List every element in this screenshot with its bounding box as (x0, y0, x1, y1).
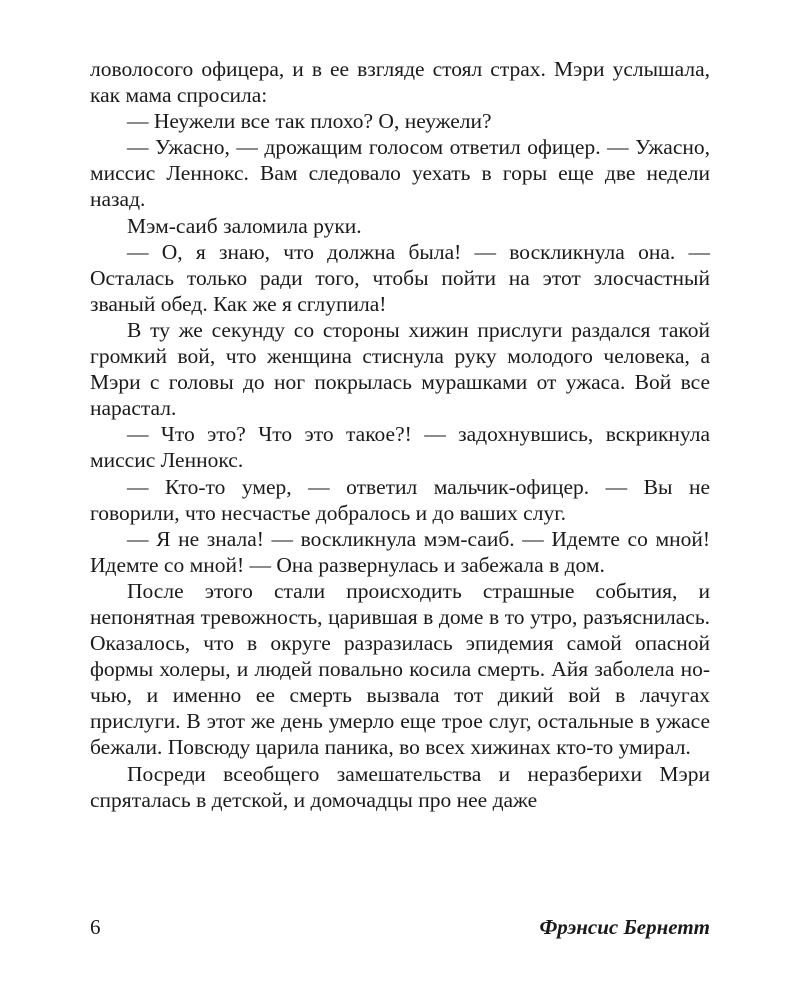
paragraph-continued: ловолосого офицера, и в ее взгляде стоял страх. Мэри услышала, как мама спросила: (90, 57, 710, 108)
paragraph-exclaim: — О, я знаю, что должна была! — воскликнула она. — Осталась только ради того, чтобы пойти на этот злосчастный званый обед. Как же я сглупила! (90, 239, 710, 316)
paragraph-howl: В ту же секунду со стороны хижин прислуги раздался такой громкий вой, что женщина стиснула руку молодого человека, а Мэри с головы до ног покрылась мурашками от ужаса. Вой все нарастал. (90, 317, 710, 421)
paragraph-did-not-know: — Я не знала! — воскликнула мэм-саиб. — Идемте со мной! Идемте со мной! — Она развернулась и забежала в дом. (90, 526, 710, 577)
paragraph-dialogue-question: — Неужели все так плохо? О, неужели? (127, 109, 492, 134)
running-author: Фрэнсис Бернетт (539, 915, 710, 939)
paragraph-officer-reply: — Ужасно, — дрожащим голосом ответил офицер. — Ужасно, миссис Леннокс. Вам следовало уехать в горы еще две недели назад. (90, 135, 710, 212)
paragraph-what-is-it: — Что это? Что это такое?! — задохнувшись, вскрикнула миссис Леннокс. (90, 422, 710, 473)
page-body (90, 56, 710, 813)
paragraph-someone-died: — Кто-то умер, — ответил мальчик-офицер. — Вы не говорили, что несчастье добралось и до ваших слуг. (90, 474, 710, 525)
paragraph-hands: Мэм-саиб заломила руки. (127, 213, 362, 238)
paragraph-epidemic: После этого стали происходить страшные события, и непонятная тревожность, царившая в доме в то утро, разъяснилась. Оказалось, что в округе разразилась эпидемия самой опасной формы холеры, и людей повально косила смерть. Айя заболела ночью, и именно ее смерть вызвала тот дикий вой в лачугах прислуги. В этот же день умерло еще трое слуг, остальные в ужасе бежали. Повсюду царила паника, во всех хижинах кто-то умирал. (90, 578, 710, 760)
page-number: 6 (90, 915, 101, 939)
page-footer (90, 915, 710, 945)
paragraph-nursery: Посреди всеобщего замешательства и неразберихи Мэри спряталась в детской, и домочадцы про нее даже (90, 761, 710, 812)
